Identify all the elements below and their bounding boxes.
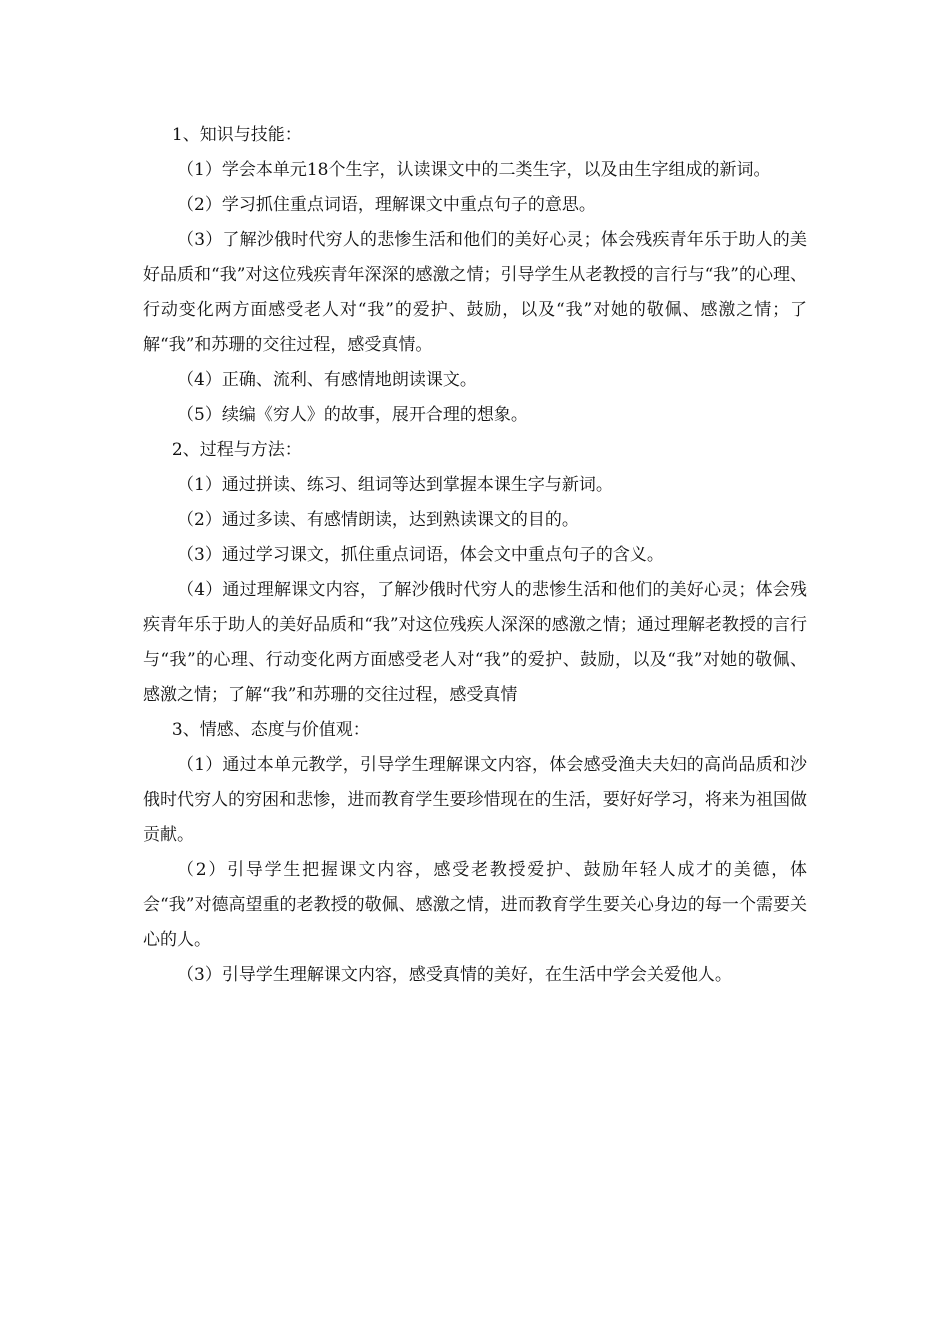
- paragraph: （3）引导学生理解课文内容，感受真情的美好，在生活中学会关爱他人。: [177, 965, 732, 985]
- section-heading-emotion-values: 3、情感、态度与价值观：: [171, 720, 370, 740]
- paragraph: （5）续编《穷人》的故事，展开合理的想象。: [177, 405, 528, 425]
- paragraph: （4）通过理解课文内容，了解沙俄时代穷人的悲惨生活和他们的美好心灵；体会残疾青年乐于助人的美好品质和“我”对这位残疾人深深的感激之情；通过理解老教授的言行与“我”的心理、行动变化两方面感受老人对“我”的爱护、鼓励，以及“我”对她的敬佩、感激之情；了解“我”和苏珊的交往过程，感受真情: [143, 580, 807, 705]
- section-heading-knowledge-skills: 1、知识与技能：: [171, 125, 302, 145]
- paragraph: （3）通过学习课文，抓住重点词语，体会文中重点句子的含义。: [177, 545, 664, 565]
- paragraph: （3）了解沙俄时代穷人的悲惨生活和他们的美好心灵；体会残疾青年乐于助人的美好品质和“我”对这位残疾青年深深的感激之情；引导学生从老教授的言行与“我”的心理、行动变化两方面感受老人对“我”的爱护、鼓励，以及“我”对她的敬佩、感激之情；了解“我”和苏珊的交往过程，感受真情。: [143, 230, 807, 355]
- paragraph: （1）通过本单元教学，引导学生理解课文内容，体会感受渔夫夫妇的高尚品质和沙俄时代穷人的穷困和悲惨，进而教育学生要珍惜现在的生活，要好好学习，将来为祖国做贡献。: [143, 755, 807, 845]
- paragraph: （4）正确、流利、有感情地朗读课文。: [177, 370, 477, 390]
- paragraph: （2）引导学生把握课文内容，感受老教授爱护、鼓励年轻人成才的美德，体会“我”对德高望重的老教授的敬佩、感激之情，进而教育学生要关心身边的每一个需要关心的人。: [143, 860, 807, 950]
- paragraph: （1）学会本单元18个生字，认读课文中的二类生字，以及由生字组成的新词。: [177, 160, 771, 180]
- paragraph: （2）通过多读、有感情朗读，达到熟读课文的目的。: [177, 510, 579, 530]
- section-heading-process-methods: 2、过程与方法：: [171, 440, 302, 460]
- paragraph: （1）通过拼读、练习、组词等达到掌握本课生字与新词。: [177, 475, 613, 495]
- document-body: [143, 118, 807, 993]
- paragraph: （2）学习抓住重点词语，理解课文中重点句子的意思。: [177, 195, 596, 215]
